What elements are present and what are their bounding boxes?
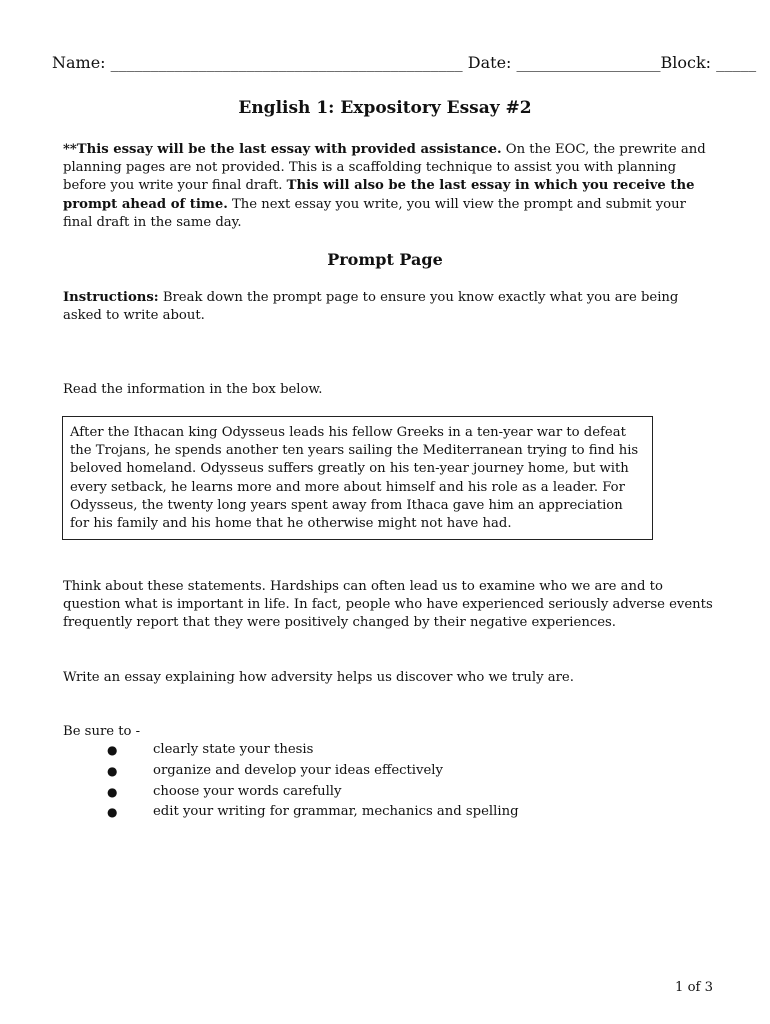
list-item: ● organize and develop your ideas effectively xyxy=(63,761,519,782)
bullet-icon: ● xyxy=(107,743,118,757)
bullet-icon: ● xyxy=(107,784,118,799)
intro-text-2: The next essay you write, you will view the prompt and submit your final draft in the same day. xyxy=(63,196,686,230)
name-label: Name: xyxy=(52,53,106,72)
requirements-list xyxy=(63,740,519,823)
page-title: English 1: Expository Essay #2 xyxy=(238,98,532,118)
instructions-label: Instructions: xyxy=(63,290,159,305)
intro-bold-1: **This essay will be the last essay with provided assistance. xyxy=(63,142,502,157)
block-label: Block: xyxy=(660,53,712,72)
name-blank: ____________________________________________ xyxy=(110,53,463,72)
date-blank: __________________ xyxy=(516,53,661,72)
bullet-icon: ● xyxy=(107,763,118,778)
intro-paragraph xyxy=(63,141,713,232)
date-label: Date: xyxy=(467,53,512,72)
read-line: Read the information in the box below. xyxy=(63,382,323,397)
list-item: ● clearly state your thesis xyxy=(63,740,519,761)
write-prompt: Write an essay explaining how adversity helps us discover who we truly are. xyxy=(63,670,574,685)
bullet-icon: ● xyxy=(107,805,118,820)
instructions-paragraph xyxy=(63,289,713,325)
page-number: 1 of 3 xyxy=(675,980,713,995)
be-sure-label: Be sure to - xyxy=(63,724,141,739)
list-item: ● choose your words carefully xyxy=(63,782,519,803)
instructions-text: Break down the prompt page to ensure you know exactly what you are being asked to write about. xyxy=(63,290,679,324)
list-item: ● edit your writing for grammar, mechanics and spelling xyxy=(63,802,519,823)
intro-text-1: On the EOC, the prewrite and planning pages are not provided. This is a scaffolding technique to assist you with planning before you write your final draft. xyxy=(63,142,706,194)
intro-bold-2: This will also be the last essay in which you receive the prompt ahead of time. xyxy=(63,178,695,212)
block-blank: _____ xyxy=(716,53,757,72)
header-line xyxy=(52,53,757,72)
info-box: After the Ithacan king Odysseus leads his fellow Greeks in a ten-year war to defeat the Trojans, he spends another ten years sailing the Mediterranean trying to find his beloved homeland. Odysseus suffers greatly on his ten-year journey home, but with every setback, he learns more and more about himself and his role as a leader. For Odysseus, the twenty long years spent away from Ithaca gave him an appreciation for his family and his home that he otherwise might not have had. xyxy=(62,416,653,540)
section-title: Prompt Page xyxy=(327,250,443,269)
think-paragraph: Think about these statements. Hardships can often lead us to examine who we are and to question what is important in life. In fact, people who have experienced seriously adverse events frequently report that they were positively changed by their negative experiences. xyxy=(63,579,713,631)
